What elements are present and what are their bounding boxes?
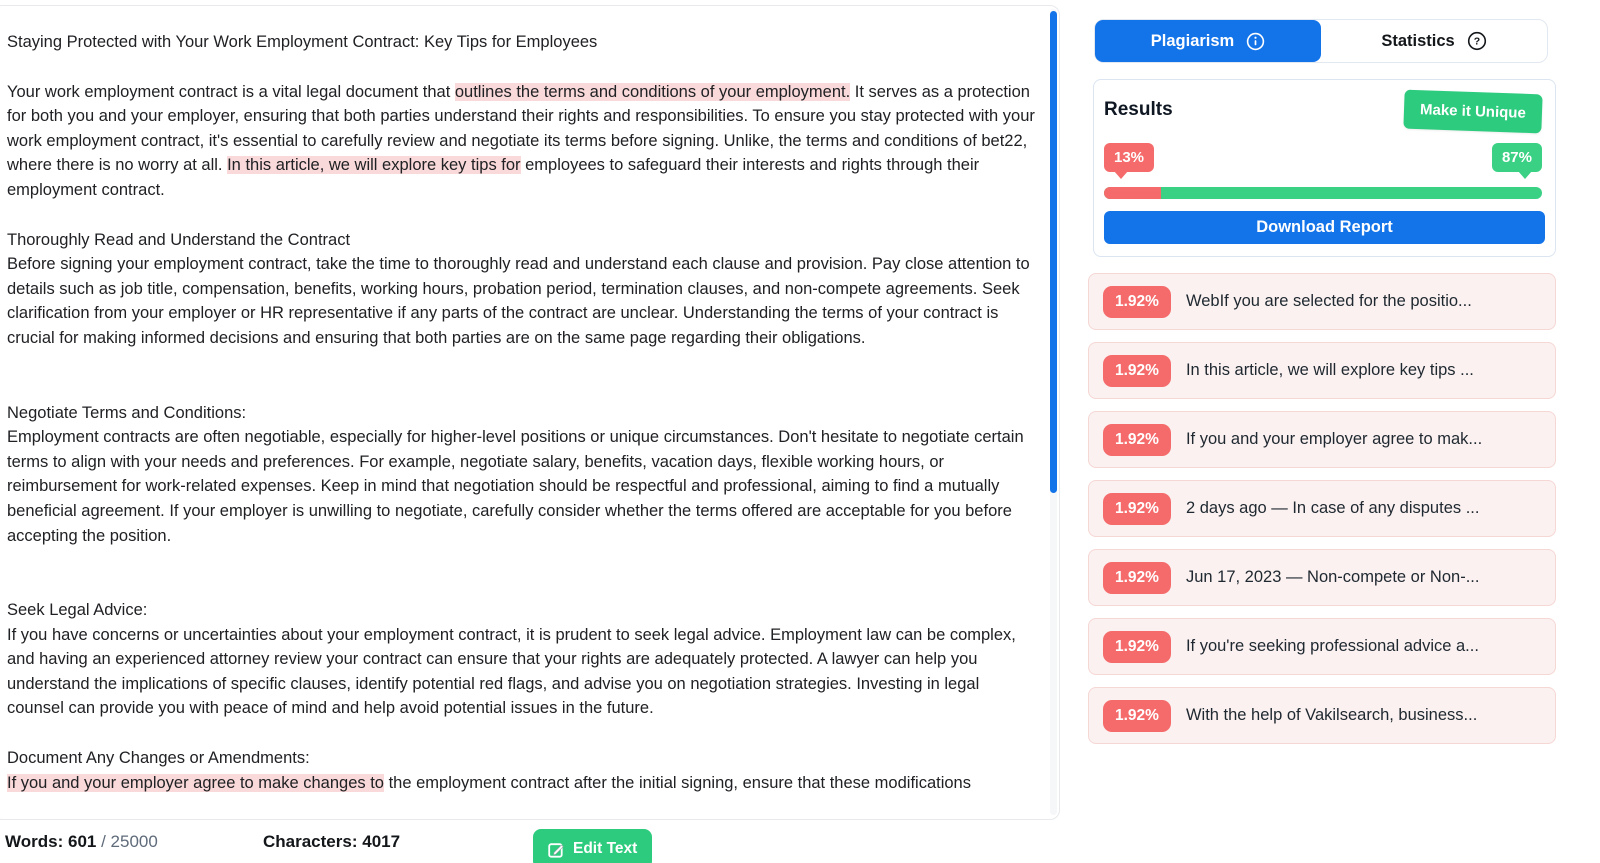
- document-paragraph: [7, 80, 1039, 203]
- text-segment: Document Any Changes or Amendments:: [7, 749, 310, 768]
- word-count-value: 601: [67, 832, 97, 851]
- match-score-badge: 1.92%: [1103, 424, 1171, 456]
- text-segment: the employment contract after the initial signing, ensure that these modifications: [383, 773, 971, 792]
- document-title: [7, 30, 1039, 55]
- word-count-limit: / 25000: [101, 832, 158, 851]
- info-icon[interactable]: [1246, 32, 1265, 51]
- results-heading: Results: [1104, 99, 1173, 120]
- match-text: 2 days ago — In case of any disputes ...: [1185, 499, 1480, 517]
- edit-text-button[interactable]: [533, 829, 652, 863]
- match-score-badge: 1.92%: [1103, 286, 1171, 318]
- document-paragraph: [7, 228, 1039, 253]
- plagiarism-progress-segment: [1104, 187, 1161, 199]
- document-paragraph: [7, 252, 1039, 350]
- plagiarism-panel: [1088, 0, 1556, 756]
- match-score-badge: 1.92%: [1103, 700, 1171, 732]
- editor-panel[interactable]: [0, 5, 1060, 820]
- word-count: [5, 832, 158, 852]
- document-paragraph: [7, 746, 1039, 771]
- match-score-badge: 1.92%: [1103, 493, 1171, 525]
- match-item[interactable]: [1088, 618, 1556, 675]
- text-segment: employees to safeguard their interests and rights through their employment contract.: [7, 156, 980, 199]
- character-count-label: Characters:: [263, 832, 358, 851]
- edit-icon: [548, 841, 565, 858]
- plagiarism-progress-bar: [1104, 187, 1542, 199]
- text-segment: If you have concerns or uncertainties about your employment contract, it is prudent to seek legal advice. Employment law can be complex, and having an experienced attorney review your contract can ensure that your rights are adequately protected. A lawyer can help you understand the implications of specific clauses, identify potential red flags, and advise you on negotiation strategies. Investing in legal counsel can provide you with peace of mind and help avoid potential issues in the future.: [7, 625, 1016, 718]
- editor-footer: [0, 820, 1060, 863]
- text-segment: Seek Legal Advice:: [7, 601, 148, 620]
- help-icon[interactable]: [1467, 31, 1487, 51]
- highlighted-text: In this article, we will explore key tips for: [227, 156, 521, 175]
- download-report-button[interactable]: Download Report: [1104, 211, 1545, 244]
- text-segment: Staying Protected with Your Work Employment Contract: Key Tips for Employees: [7, 33, 598, 51]
- word-count-label: Words:: [5, 832, 64, 851]
- edit-text-label: Edit Text: [573, 840, 638, 857]
- match-text: If you and your employer agree to mak...: [1185, 430, 1483, 448]
- text-segment: Before signing your employment contract, take the time to thoroughly read and understand each clause and provision. Pay close attention to details such as job title, compensation, benefits, working hours, probation period, termination clauses, and non-compete agreements. Seek clarification from your employer or HR representative if any parts of the contract are unclear. Understanding the terms of your contract is crucial for making informed decisions and ensuring that both parties are on the same page regarding their obligations.: [7, 255, 1030, 347]
- highlighted-text: outlines the terms and conditions of your employment.: [454, 82, 851, 101]
- match-item[interactable]: [1088, 273, 1556, 330]
- tab-statistics[interactable]: [1321, 20, 1547, 62]
- character-count: [263, 832, 400, 852]
- match-score-badge: 1.92%: [1103, 355, 1171, 387]
- match-text: Jun 17, 2023 — Non-compete or Non-...: [1185, 568, 1480, 586]
- document-paragraph: [7, 598, 1039, 623]
- make-it-unique-button[interactable]: Make it Unique: [1404, 90, 1543, 134]
- svg-text:?: ?: [1473, 35, 1480, 48]
- text-segment: Your work employment contract is a vital legal document that: [7, 82, 455, 101]
- match-text: With the help of Vakilsearch, business...: [1185, 706, 1478, 724]
- tab-bar: [1094, 19, 1548, 63]
- editor-scrollbar-track[interactable]: [1050, 9, 1057, 815]
- match-score-badge: 1.92%: [1103, 631, 1171, 663]
- document-paragraph: [7, 771, 1039, 796]
- text-segment: Negotiate Terms and Conditions:: [7, 403, 247, 422]
- match-item[interactable]: [1088, 342, 1556, 399]
- match-score-badge: 1.92%: [1103, 562, 1171, 594]
- text-segment: It serves as a protection for both you and your employer, ensuring that both parties understand their rights and responsibilities. To ensure you stay protected with your work employment contract, it's essential to carefully review and negotiate its terms before signing. Unlike, the terms and conditions of bet22, where there is no worry at all.: [7, 82, 1035, 175]
- editor-scrollbar-thumb[interactable]: [1050, 11, 1057, 493]
- match-item[interactable]: [1088, 549, 1556, 606]
- document-paragraph: [7, 623, 1039, 721]
- tab-plagiarism-label: Plagiarism: [1150, 31, 1235, 50]
- results-card: [1093, 79, 1556, 257]
- match-text: In this article, we will explore key tips ...: [1185, 361, 1474, 379]
- text-segment: Employment contracts are often negotiable, especially for higher-level positions or unique circumstances. Don't hesitate to negotiate certain terms to align with your needs and preferences. For example, negotiate salary, benefits, vacation days, flexible working hours, or reimbursement for work-related expenses. Keep in mind that negotiation should be respectful and professional, aiming to find a mutually beneficial agreement. If your employer is unwilling to negotiate, carefully consider whether the terms offered are acceptable for you before accepting the position.: [7, 428, 1024, 545]
- match-text: WebIf you are selected for the positio...: [1185, 292, 1472, 310]
- document-paragraph: [7, 425, 1039, 548]
- highlighted-text: If you and your employer agree to make changes to: [7, 773, 384, 792]
- tab-plagiarism[interactable]: [1095, 20, 1321, 62]
- document-text[interactable]: [0, 6, 1059, 795]
- text-segment: Thoroughly Read and Understand the Contract: [7, 230, 351, 249]
- match-item[interactable]: [1088, 411, 1556, 468]
- match-text: If you're seeking professional advice a...: [1185, 637, 1479, 655]
- match-item[interactable]: [1088, 687, 1556, 744]
- plagiarism-percent-badge: 13%: [1104, 143, 1154, 172]
- match-list: [1088, 273, 1556, 744]
- document-paragraph: [7, 401, 1039, 426]
- unique-percent-badge: 87%: [1492, 143, 1542, 172]
- match-item[interactable]: [1088, 480, 1556, 537]
- character-count-value: 4017: [362, 832, 401, 851]
- tab-statistics-label: Statistics: [1381, 31, 1455, 50]
